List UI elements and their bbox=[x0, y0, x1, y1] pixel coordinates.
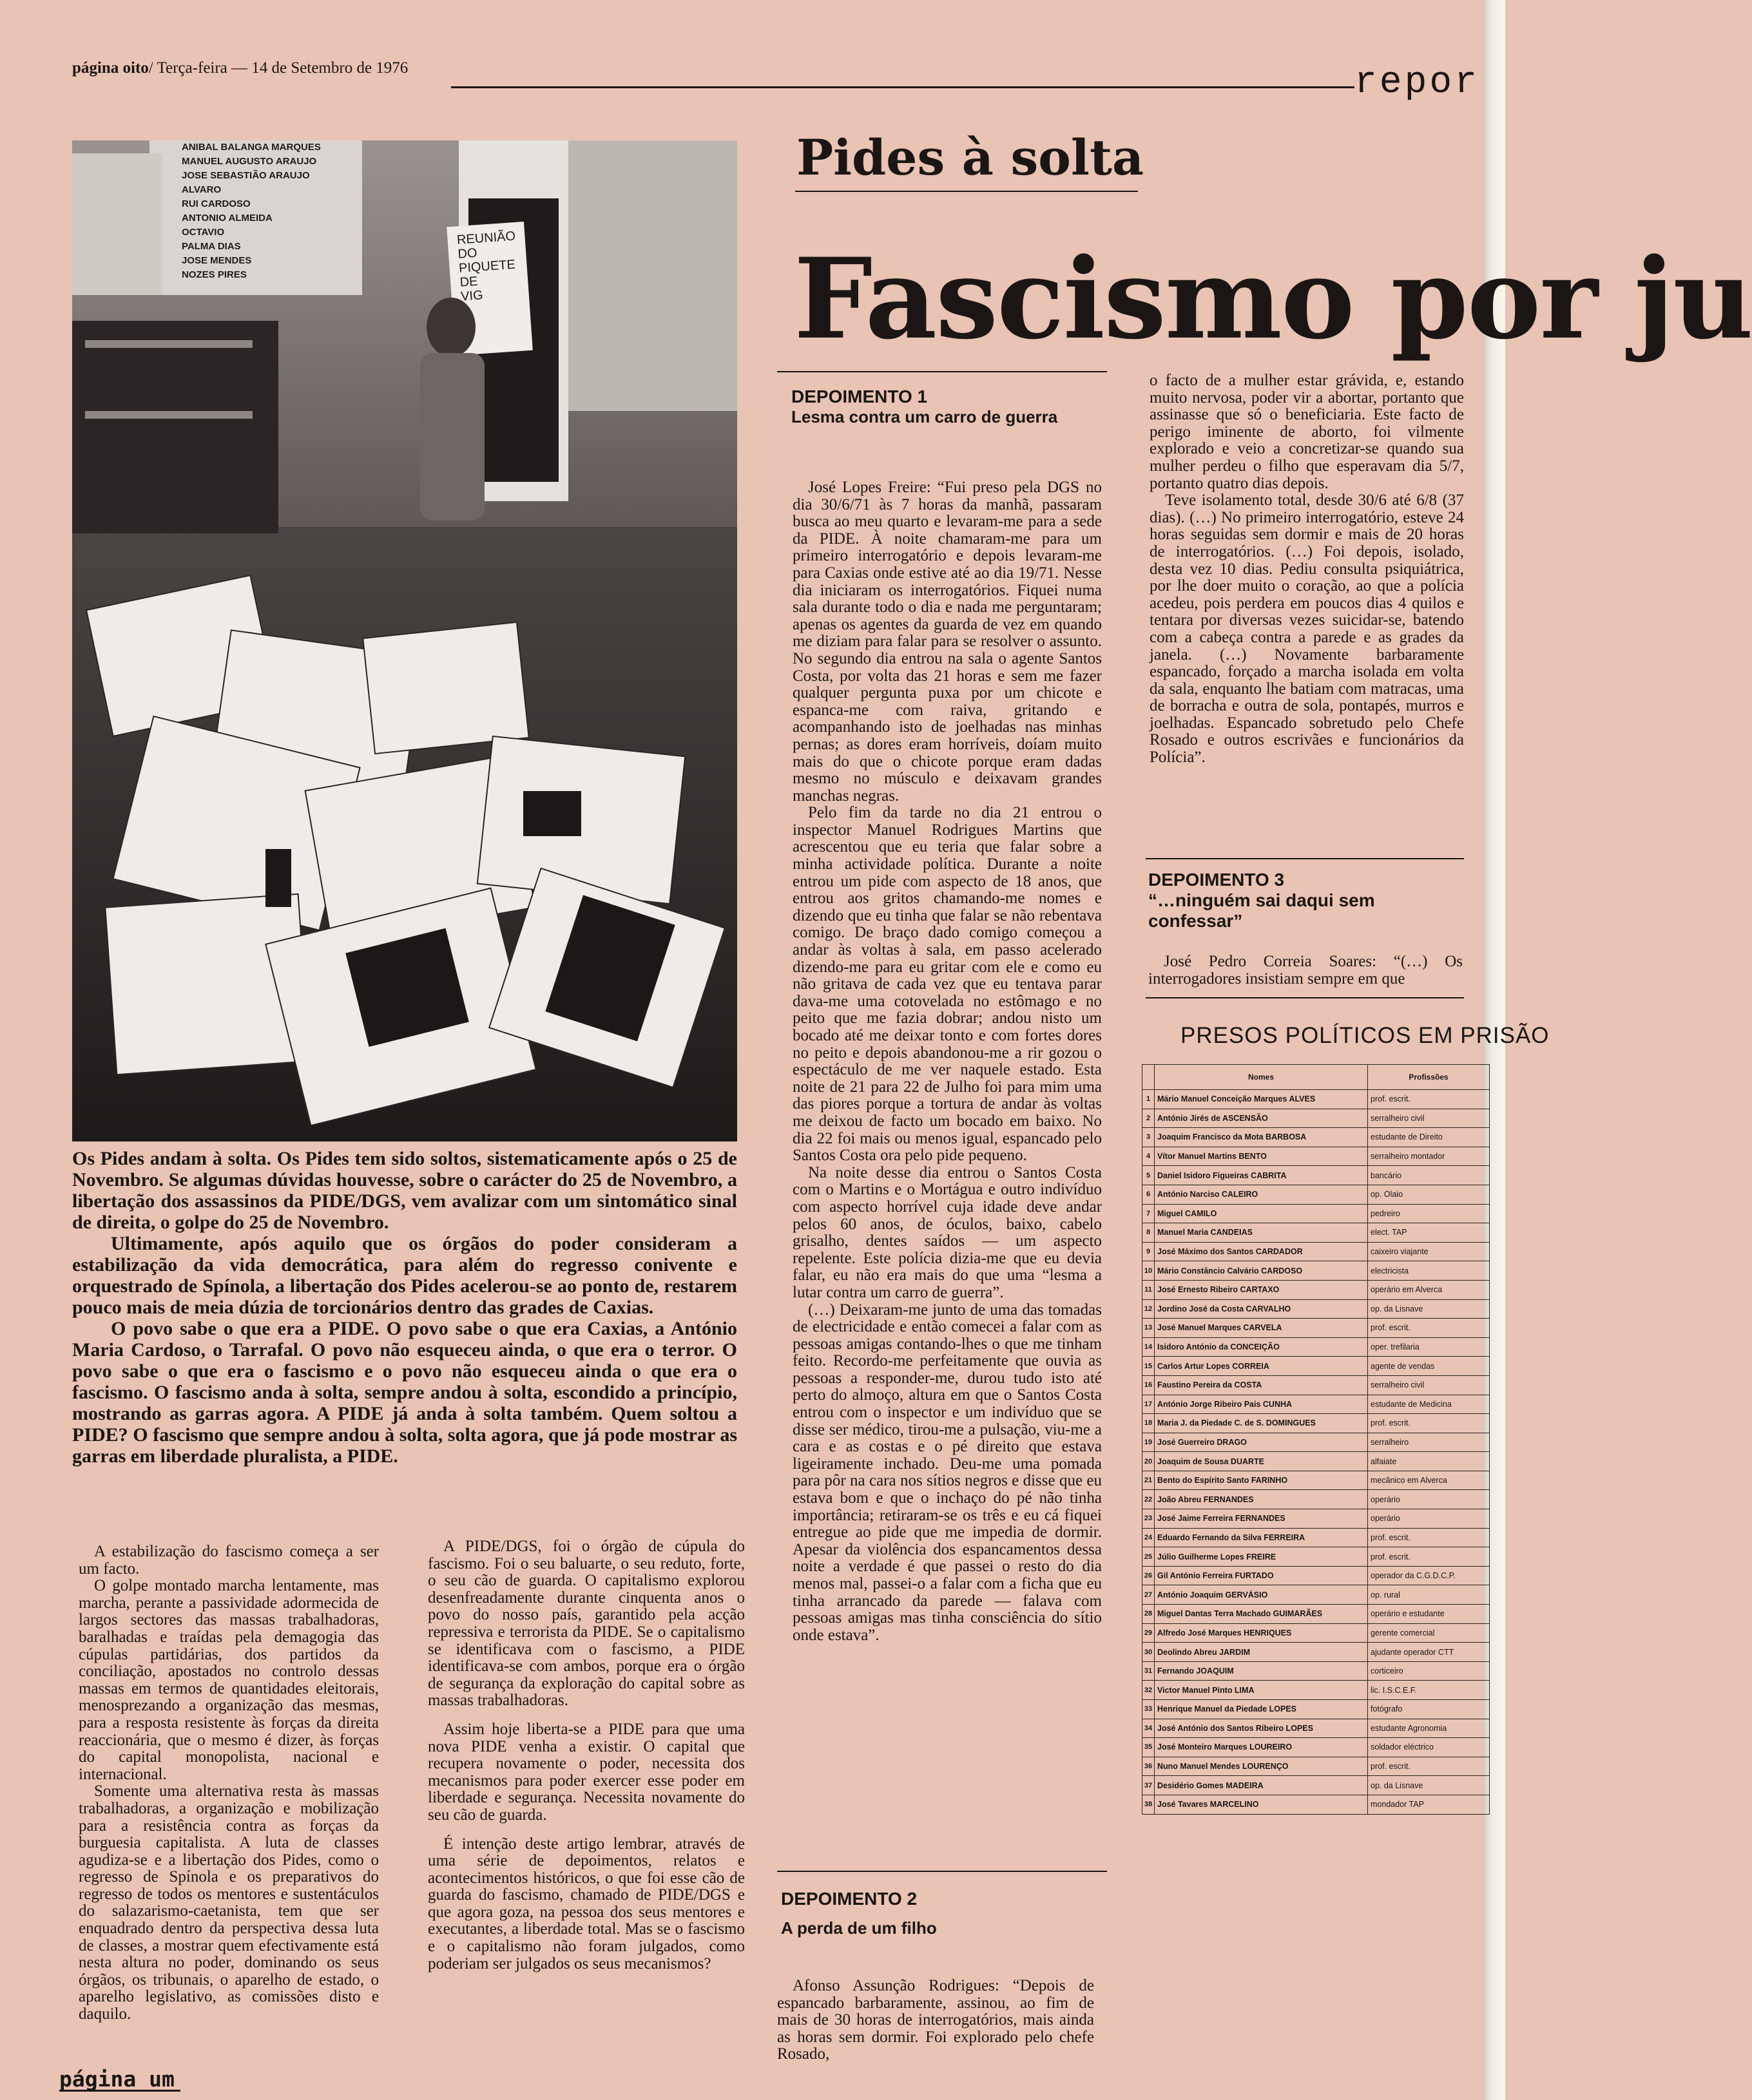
row-number: 27 bbox=[1142, 1585, 1155, 1605]
row-number: 35 bbox=[1142, 1738, 1155, 1757]
row-number: 5 bbox=[1142, 1166, 1155, 1185]
row-profession: prof. escrit. bbox=[1368, 1090, 1490, 1109]
depoimento-1-heading bbox=[791, 387, 1101, 427]
row-profession: ajudante operador CTT bbox=[1368, 1643, 1490, 1662]
row-profession: gerente comercial bbox=[1368, 1623, 1490, 1643]
row-profession: alfaiate bbox=[1368, 1452, 1490, 1471]
dep1-paragraph: (…) Deixaram-me junto de uma das tomadas de electricidade e então comecei a falar com as pessoas amigas contando-lhes o que me tinham feito. Recordo-me perfeitamente que ouvia as pessoas a responder-me, durou tudo isto até perto do almoço, altura em que o Santos Costa entrou com o inspector e um indivíduo que se disse ser médico, tirou-me a pulsação, viu-me a cara e as costas e o pé direito que estava ligeiramente inchado. Deu-me uma pomada para pôr na cara nos sítios negros e disse que eu estava bom e que o inchaço do pé não tinha importância; retiraram-se os três e eu cá fiquei entregue ao pide que me impedia de dormir. Apesar da violência dos espancamentos dessa noite a verdade é que passei o resto do dia menos mal, passei-o a falar com a ficha que eu tinha arrancado da parede — falava com pessoas amigas mas tinha consciência do sítio onde estava”. bbox=[793, 1301, 1102, 1644]
row-profession: operador da C.G.D.C.P. bbox=[1368, 1566, 1490, 1585]
dep1-paragraph: José Lopes Freire: “Fui preso pela DGS no dia 30/6/71 às 7 horas da manhã, passaram busca ao meu quarto e levaram-me para a sede da PIDE. À noite chamaram-me para um primeiro interrogatório e depois levaram-me para Caxias onde estive até ao dia 19/71. Nesse dia iniciaram os interrogatórios. Fiquei numa sala durante todo o dia e nada me perguntaram; apenas os agentes da guarda de vez em quando me diziam para falar para se resolver o assunto. No segundo dia entrou na sala o agente Santos Costa, por volta das 21 horas e sem me fazer qualquer pergunta puxa por um chicote e espanca-me com raiva, gritando e acompanhando isto de joelhadas nas minhas pernas; as dores eram horríveis, doíam muito mais do que o chicote porque eram dadas mesmo no músculo e deixavam grandes manchas negras. bbox=[793, 479, 1102, 805]
wall-name: PALMA DIAS bbox=[182, 241, 241, 252]
row-name: Alfredo José Marques HENRIQUES bbox=[1155, 1623, 1368, 1643]
table-row bbox=[1142, 1738, 1490, 1757]
row-number: 25 bbox=[1142, 1547, 1155, 1567]
dep3-subtitle: “…ninguém sai daqui sem confessar” bbox=[1148, 890, 1375, 931]
table-row bbox=[1142, 1128, 1490, 1147]
row-name: Mário Constâncio Calvário CARDOSO bbox=[1155, 1261, 1368, 1281]
dep3-paragraph: José Pedro Correia Soares: “(…) Os interrogadores insistiam sempre em que bbox=[1148, 953, 1463, 988]
row-number: 28 bbox=[1142, 1605, 1155, 1624]
table-row bbox=[1142, 1585, 1490, 1605]
row-name: Desidério Gomes MADEIRA bbox=[1155, 1776, 1368, 1795]
table-row bbox=[1142, 1319, 1490, 1338]
row-number: 8 bbox=[1142, 1223, 1155, 1243]
table-row bbox=[1142, 1109, 1490, 1128]
table-row bbox=[1142, 1090, 1490, 1109]
poster-word: VIG bbox=[460, 288, 484, 304]
row-name: António Narciso CALEIRO bbox=[1155, 1185, 1368, 1204]
row-name: António Jirés de ASCENSÃO bbox=[1155, 1109, 1368, 1128]
row-number: 18 bbox=[1142, 1414, 1155, 1433]
row-profession: operário bbox=[1368, 1509, 1490, 1529]
page-header bbox=[72, 59, 408, 77]
table-row bbox=[1142, 1414, 1490, 1433]
dep3-title: DEPOIMENTO 3 bbox=[1148, 870, 1285, 890]
table-row bbox=[1142, 1605, 1490, 1624]
row-name: Joaquim de Sousa DUARTE bbox=[1155, 1452, 1368, 1471]
body-paragraph: É intenção deste artigo lembrar, através de uma série de depoimentos, relatos e acontecimentos históricos, o que foi esse cão de guarda do fascismo, chamado de PIDE/DGS e que agora goza, na pessoa dos seus mentores e executantes, a liberdade total. Mas se o fascismo e o capitalismo não foram julgados, como poderiam ser julgados os seus mecanismos? bbox=[428, 1835, 745, 1972]
wall-name: MANUEL AUGUSTO ARAUJO bbox=[182, 156, 317, 167]
table-row bbox=[1142, 1261, 1490, 1281]
article-kicker: Pides à solta bbox=[796, 129, 1144, 186]
row-name: Daniel Isidoro Figueiras CABRITA bbox=[1155, 1166, 1368, 1185]
row-name: José Manuel Marques CARVELA bbox=[1155, 1319, 1368, 1338]
row-name: Fernando JOAQUIM bbox=[1155, 1661, 1368, 1681]
row-number: 24 bbox=[1142, 1528, 1155, 1547]
row-name: José Monteiro Marques LOUREIRO bbox=[1155, 1738, 1368, 1757]
depoimento-2-text bbox=[777, 1978, 1094, 2063]
row-name: José Jaime Ferreira FERNANDES bbox=[1155, 1509, 1368, 1529]
dep1-paragraph: Na noite desse dia entrou o Santos Costa com o Martins e o Mortágua e outro indivíduo com aspecto horrível cuja idade deve andar pelos 60 anos, de óculos, baixo, cabelo grisalho, dentes saídos — um aspecto repelente. Este polícia dizia-me que eu devia falar, eu não era mais do que uma “lesma a lutar contra um carro de guerra”. bbox=[793, 1163, 1102, 1301]
row-name: Jordino José da Costa CARVALHO bbox=[1155, 1299, 1368, 1319]
row-profession: op. Olaio bbox=[1368, 1185, 1490, 1204]
row-profession: lic. I.S.C.E.F. bbox=[1368, 1681, 1490, 1700]
row-name: Mário Manuel Conceição Marques ALVES bbox=[1155, 1090, 1368, 1109]
row-number: 16 bbox=[1142, 1375, 1155, 1395]
table-header-professions: Profissões bbox=[1368, 1065, 1490, 1090]
row-profession: fotógrafo bbox=[1368, 1700, 1490, 1719]
wall-name: JOSE SEBASTIÃO ARAUJO bbox=[182, 170, 310, 181]
row-number: 37 bbox=[1142, 1776, 1155, 1795]
body-paragraph: Somente uma alternativa resta às massas trabalhadoras, a organização e mobilização para a resistência contra as forças da burguesia capitalista. A luta de classes agudiza-se e a libertação dos Pides, como o regresso de Spínola e os preparativos do regresso de todos os mentores e sustentáculos do salazarismo-caetanista, tem que ser enquadrado dentro da perspectiva dessa luta de classes, a mostrar quem efectivamente está nesta altura no poder, dominando os seus órgãos, os tribunais, o aparelho de estado, o aparelho legislativo, as comissões disto e daquilo. bbox=[79, 1782, 379, 2023]
row-profession: prof. escrit. bbox=[1368, 1414, 1490, 1433]
table-row bbox=[1142, 1433, 1490, 1452]
row-number: 9 bbox=[1142, 1242, 1155, 1261]
table-row bbox=[1142, 1566, 1490, 1585]
dep1-title: DEPOIMENTO 1 bbox=[791, 387, 928, 406]
footer-label: página um bbox=[59, 2067, 175, 2092]
body-paragraph: O golpe montado marcha lentamente, mas marcha, perante a passividade adormecida de largos sectores das massas trabalhadoras, baralhadas e traídas pela demagogia das cúpulas partidárias, dos partidos da conciliação, apostados no controlo dessas massas em termos de quantidades eleitorais, menosprezando a organização das mesmas, para a resposta resistente às forças da direita reaccionária, que o mesmo é dizer, às forças do capital monopolista, nacional e internacional. bbox=[79, 1577, 379, 1783]
row-number: 12 bbox=[1142, 1299, 1155, 1319]
row-name: Henrique Manuel da Piedade LOPES bbox=[1155, 1700, 1368, 1719]
table-row bbox=[1142, 1299, 1490, 1319]
row-name: Manuel Maria CANDEIAS bbox=[1155, 1223, 1368, 1243]
table-row bbox=[1142, 1681, 1490, 1700]
dep2-rule bbox=[777, 1871, 1107, 1872]
row-profession: operário bbox=[1368, 1490, 1490, 1509]
prisoners-table bbox=[1142, 1064, 1490, 1815]
row-number: 1 bbox=[1142, 1090, 1155, 1109]
row-number: 15 bbox=[1142, 1357, 1155, 1376]
row-number: 4 bbox=[1142, 1147, 1155, 1166]
row-name: João Abreu FERNANDES bbox=[1155, 1490, 1368, 1509]
row-profession: serralheiro montador bbox=[1368, 1147, 1490, 1166]
row-name: José Guerreiro DRAGO bbox=[1155, 1433, 1368, 1452]
table-row bbox=[1142, 1661, 1490, 1681]
row-name: Nuno Manuel Mendes LOURENÇO bbox=[1155, 1757, 1368, 1776]
row-profession: elect. TAP bbox=[1368, 1223, 1490, 1243]
row-profession: op. rural bbox=[1368, 1585, 1490, 1605]
table-header-cell bbox=[1142, 1065, 1155, 1090]
poster-word: PIQUETE bbox=[458, 257, 516, 276]
depoimento-1-text bbox=[793, 479, 1102, 1644]
table-row bbox=[1142, 1643, 1490, 1662]
row-name: Gil António Ferreira FURTADO bbox=[1155, 1566, 1368, 1585]
table-row bbox=[1142, 1623, 1490, 1643]
poster-text bbox=[456, 228, 532, 303]
body-column-1 bbox=[79, 1543, 379, 2023]
kicker-rule bbox=[795, 191, 1138, 192]
row-number: 17 bbox=[1142, 1395, 1155, 1414]
row-number: 23 bbox=[1142, 1509, 1155, 1529]
row-name: Vítor Manuel Martins BENTO bbox=[1155, 1147, 1368, 1166]
header-rule bbox=[451, 86, 1354, 88]
poster-word: REUNIÃO bbox=[456, 229, 516, 247]
row-profession: estudante Agronomia bbox=[1368, 1719, 1490, 1738]
row-number: 21 bbox=[1142, 1471, 1155, 1490]
row-number: 20 bbox=[1142, 1452, 1155, 1471]
table-row bbox=[1142, 1185, 1490, 1204]
row-number: 26 bbox=[1142, 1566, 1155, 1585]
wall-name: JOSE MENDES bbox=[182, 255, 252, 266]
row-name: Carlos Artur Lopes CORREIA bbox=[1155, 1357, 1368, 1376]
row-profession: mondador TAP bbox=[1368, 1795, 1490, 1814]
table-row bbox=[1142, 1204, 1490, 1223]
article-headline: Fascismo por ju bbox=[794, 233, 1752, 364]
table-row bbox=[1142, 1357, 1490, 1376]
depoimento-3-heading bbox=[1148, 870, 1464, 931]
row-number: 11 bbox=[1142, 1280, 1155, 1299]
dep1-paragraph: Pelo fim da tarde no dia 21 entrou o inspector Manuel Rodrigues Martins que acrescentou que eu teria que falar sobre a minha actividade política. Durante a noite entrou um pide com aspecto de 18 anos, que entrou aos gritos chamando-me nomes e dizendo que eu tinha que falar se não rebentava comigo. De braço dado comigo começou a andar às voltas à sala, em passo acelerado dizendo-me para eu gritar com ele e como eu não gritava de cada vez que eu tentava parar dava-me uma cotovelada no estômago e no peito que me fazia dobrar; andou nisto um bocado até me deixar tonto e com fortes dores no peito e depois abandonou-me a rir gozou o espectáculo de me ver naquele estado. Esta noite de 21 para 22 de Julho foi para mim uma das piores porque a tortura de andar às voltas me deixou de facto um bocado em baixo. No dia 22 foi mais ou menos igual, espancado pelo Santos Costa ora pelo pide pequeno. bbox=[793, 804, 1102, 1165]
row-profession: estudante de Direito bbox=[1368, 1128, 1490, 1147]
row-number: 7 bbox=[1142, 1204, 1155, 1223]
table-row bbox=[1142, 1776, 1490, 1795]
wall-name: NOZES PIRES bbox=[182, 269, 247, 280]
row-number: 38 bbox=[1142, 1795, 1155, 1814]
row-profession: prof. escrit. bbox=[1368, 1319, 1490, 1338]
row-number: 3 bbox=[1142, 1128, 1155, 1147]
lead-paragraph: Ultimamente, após aquilo que os órgãos do poder consideram a estabilização da vida democrática, para além do regresso conivente e orquestrado de Spínola, a libertação dos Pides acelerou-se ao ponto de, restarem pouco mais de meia dúzia de torcionários dentro das grades de Caxias. bbox=[72, 1233, 737, 1318]
row-profession: prof. escrit. bbox=[1368, 1757, 1490, 1776]
table-row bbox=[1142, 1547, 1490, 1567]
row-name: Isidoro António da CONCEIÇÃO bbox=[1155, 1337, 1368, 1357]
row-name: António Joaquim GERVÁSIO bbox=[1155, 1585, 1368, 1605]
row-number: 31 bbox=[1142, 1661, 1155, 1681]
row-name: António Jorge Ribeiro Pais CUNHA bbox=[1155, 1395, 1368, 1414]
table-row bbox=[1142, 1147, 1490, 1166]
row-profession: serralheiro bbox=[1368, 1433, 1490, 1452]
wall-name: ANTONIO ALMEIDA bbox=[182, 213, 273, 224]
table-header-names: Nomes bbox=[1155, 1065, 1368, 1090]
dep2-subtitle: A perda de um filho bbox=[781, 1918, 937, 1938]
row-number: 6 bbox=[1142, 1185, 1155, 1204]
row-profession: serralheiro civil bbox=[1368, 1375, 1490, 1395]
row-profession: op. da Lisnave bbox=[1368, 1776, 1490, 1795]
dep2-title: DEPOIMENTO 2 bbox=[781, 1889, 918, 1909]
row-profession: operário em Alverca bbox=[1368, 1280, 1490, 1299]
body-paragraph: A PIDE/DGS, foi o órgão de cúpula do fascismo. Foi o seu baluarte, o seu reduto, forte, o seu cão de guarda. O capitalismo explorou desenfreadamente durante cinquenta anos o povo do nosso país, garantido pela acção repressiva e terrorista da PIDE. Se o capitalismo se identificava com o fascismo, a PIDE identificava-se com ambos, porque era o órgão de segurança da exploração do capital sobre as massas trabalhadoras. bbox=[428, 1538, 745, 1710]
row-profession: prof. escrit. bbox=[1368, 1528, 1490, 1547]
body-column-2 bbox=[428, 1538, 745, 1972]
row-number: 10 bbox=[1142, 1261, 1155, 1281]
row-name: Eduardo Fernando da Silva FERREIRA bbox=[1155, 1528, 1368, 1547]
poster-word: DE bbox=[459, 274, 479, 290]
row-profession: agente de vendas bbox=[1368, 1357, 1490, 1376]
row-number: 19 bbox=[1142, 1433, 1155, 1452]
table-row bbox=[1142, 1509, 1490, 1529]
table-row bbox=[1142, 1490, 1490, 1509]
wall-name: ALVARO bbox=[182, 184, 222, 195]
dep2-paragraph: Afonso Assunção Rodrigues: “Depois de espancado barbaramente, assinou, ao fim de mais de 30 horas de interrogatórios, mais ainda as horas sem dormir. Foi explorado pelo chefe Rosado, bbox=[777, 1977, 1094, 2063]
row-profession: oper. trefilaria bbox=[1368, 1337, 1490, 1357]
wall-name: ANIBAL BALANGA MARQUES bbox=[182, 142, 321, 153]
row-profession: mecânico em Alverca bbox=[1368, 1471, 1490, 1490]
table-row bbox=[1142, 1375, 1490, 1395]
row-name: José Tavares MARCELINO bbox=[1155, 1795, 1368, 1814]
row-profession: caixeiro viajante bbox=[1368, 1242, 1490, 1261]
table-row bbox=[1142, 1757, 1490, 1776]
row-name: Victor Manuel Pinto LIMA bbox=[1155, 1681, 1368, 1700]
table-row bbox=[1142, 1337, 1490, 1357]
row-profession: serralheiro civil bbox=[1368, 1109, 1490, 1128]
poster-word: DO bbox=[457, 245, 478, 262]
row-name: Miguel Dantas Terra Machado GUIMARÃES bbox=[1155, 1605, 1368, 1624]
row-name: Bento do Espírito Santo FARINHO bbox=[1155, 1471, 1368, 1490]
issue-date: / Terça-feira — 14 de Setembro de 1976 bbox=[148, 59, 409, 77]
table-row bbox=[1142, 1719, 1490, 1738]
dep3-rule bbox=[1146, 858, 1464, 859]
dep1-subtitle: Lesma contra um carro de guerra bbox=[791, 407, 1058, 426]
photo-image bbox=[72, 140, 737, 1141]
table-row bbox=[1142, 1223, 1490, 1243]
row-name: José Máximo dos Santos CARDADOR bbox=[1155, 1242, 1368, 1261]
row-profession: op. da Lisnave bbox=[1368, 1299, 1490, 1319]
table-row bbox=[1142, 1471, 1490, 1490]
row-name: Joaquim Francisco da Mota BARBOSA bbox=[1155, 1128, 1368, 1147]
row-name: Miguel CAMILO bbox=[1155, 1204, 1368, 1223]
table-row bbox=[1142, 1528, 1490, 1547]
row-profession: operário e estudante bbox=[1368, 1605, 1490, 1624]
row-profession: bancário bbox=[1368, 1166, 1490, 1185]
row-number: 22 bbox=[1142, 1490, 1155, 1509]
wall-name: OCTAVIO bbox=[182, 227, 225, 238]
row-number: 36 bbox=[1142, 1757, 1155, 1776]
table-row bbox=[1142, 1452, 1490, 1471]
table-top-rule bbox=[1146, 997, 1464, 998]
table-row bbox=[1142, 1700, 1490, 1719]
row-name: Júlio Guilherme Lopes FREIRE bbox=[1155, 1547, 1368, 1567]
row-name: Faustino Pereira da COSTA bbox=[1155, 1375, 1368, 1395]
row-name: Maria J. da Piedade C. de S. DOMINGUES bbox=[1155, 1414, 1368, 1433]
body-paragraph: Teve isolamento total, desde 30/6 até 6/8 (37 dias). (…) No primeiro interrogatório, esteve 24 horas seguidas sem dormir e mais de 20 horas de interrogatórios. (…) Foi depois, isolado, desta vez 10 dias. Pediu consulta psiquiátrica, por lhe doer muito o coração, ao que a polícia acedeu, pois perdera em poucos dias 4 quilos e tentara por diversas vezes suicidar-se, batendo com a cabeça contra a parede e as grades da janela. (…) Novamente barbaramente espancado, forçado a marcha isolada em volta da sala, enquanto lhe batiam com matracas, uma de borracha e outra de sola, pontapés, murros e joelhadas. Espancado sobretudo pelo Chefe Rosado e outros escrivães e funcionários da Polícia”. bbox=[1150, 492, 1464, 767]
wall-name-list bbox=[182, 140, 375, 282]
body-paragraph: o facto de a mulher estar grávida, e, estando muito nervosa, poder vir a abortar, portanto que assinasse que só o beneficiaria. Este facto de perigo iminente de aborto, foi vilmente explorado e veio a concretizar-se quando sua mulher perdeu o filho que esperavam dia 5/7, portanto quatro dias depois. bbox=[1150, 372, 1464, 492]
table-row bbox=[1142, 1242, 1490, 1261]
row-number: 14 bbox=[1142, 1337, 1155, 1357]
row-number: 29 bbox=[1142, 1623, 1155, 1643]
body-column-4 bbox=[1150, 372, 1464, 767]
footer-rule bbox=[59, 2090, 180, 2092]
row-number: 13 bbox=[1142, 1319, 1155, 1338]
page-label: página oito bbox=[72, 59, 149, 77]
dep1-rule bbox=[777, 371, 1107, 372]
lead-paragraph: Os Pides andam à solta. Os Pides tem sido soltos, sistematicamente após o 25 de Novembro. Se algumas dúvidas houvesse, sobre o carácter do 25 de Novembro, a libertação dos assassinos da PIDE/DGS, vem avalizar com um sintomático sinal de direita, o golpe do 25 de Novembro. bbox=[72, 1148, 737, 1233]
row-profession: pedreiro bbox=[1368, 1204, 1490, 1223]
row-profession: estudante de Medicina bbox=[1368, 1395, 1490, 1414]
article-lead bbox=[72, 1148, 737, 1467]
depoimento-3-text bbox=[1148, 953, 1463, 988]
body-paragraph: A estabilização do fascismo começa a ser um facto. bbox=[79, 1543, 379, 1578]
table-row bbox=[1142, 1795, 1490, 1814]
row-name: José Ernesto Ribeiro CARTAXO bbox=[1155, 1280, 1368, 1299]
table-row bbox=[1142, 1395, 1490, 1414]
lead-paragraph: O povo sabe o que era a PIDE. O povo sabe o que era Caxias, a António Maria Cardoso, o Tarrafal. O povo não esqueceu ainda, o que era o terror. O povo sabe o que era o fascismo e o povo não esqueceu ainda o que era o fascismo. O fascismo anda à solta, sempre andou à solta, escondido a princípio, mostrando as garras agora. A PIDE já anda à solta também. Quem soltou a PIDE? O fascismo que sempre andou à solta, solta agora, que já pode mostrar as garras em liberdade pluralista, a PIDE. bbox=[72, 1318, 737, 1467]
row-profession: prof. escrit. bbox=[1368, 1547, 1490, 1567]
row-number: 30 bbox=[1142, 1643, 1155, 1662]
table-row bbox=[1142, 1166, 1490, 1185]
row-number: 2 bbox=[1142, 1109, 1155, 1128]
row-name: José António dos Santos Ribeiro LOPES bbox=[1155, 1719, 1368, 1738]
table-row bbox=[1142, 1280, 1490, 1299]
row-number: 33 bbox=[1142, 1700, 1155, 1719]
table-header-row bbox=[1142, 1065, 1490, 1090]
row-profession: corticeiro bbox=[1368, 1661, 1490, 1681]
depoimento-2-heading bbox=[781, 1889, 1103, 1938]
row-number: 34 bbox=[1142, 1719, 1155, 1738]
row-profession: soldador eléctrico bbox=[1368, 1738, 1490, 1757]
section-label: repor bbox=[1354, 62, 1480, 104]
body-paragraph: Assim hoje liberta-se a PIDE para que uma nova PIDE venha a existir. O capital que recupera novamente o poder, necessita dos mecanismos para poder exercer esse poder em liberdade e segurança. Necessita novamente do seu cão de guarda. bbox=[428, 1720, 745, 1824]
row-number: 32 bbox=[1142, 1681, 1155, 1700]
row-name: Deolindo Abreu JARDIM bbox=[1155, 1643, 1368, 1662]
photo bbox=[72, 140, 737, 1141]
table-title: PRESOS POLÍTICOS EM PRISÃO bbox=[1180, 1023, 1550, 1048]
row-profession: electricista bbox=[1368, 1261, 1490, 1281]
wall-name: RUI CARDOSO bbox=[182, 198, 251, 209]
